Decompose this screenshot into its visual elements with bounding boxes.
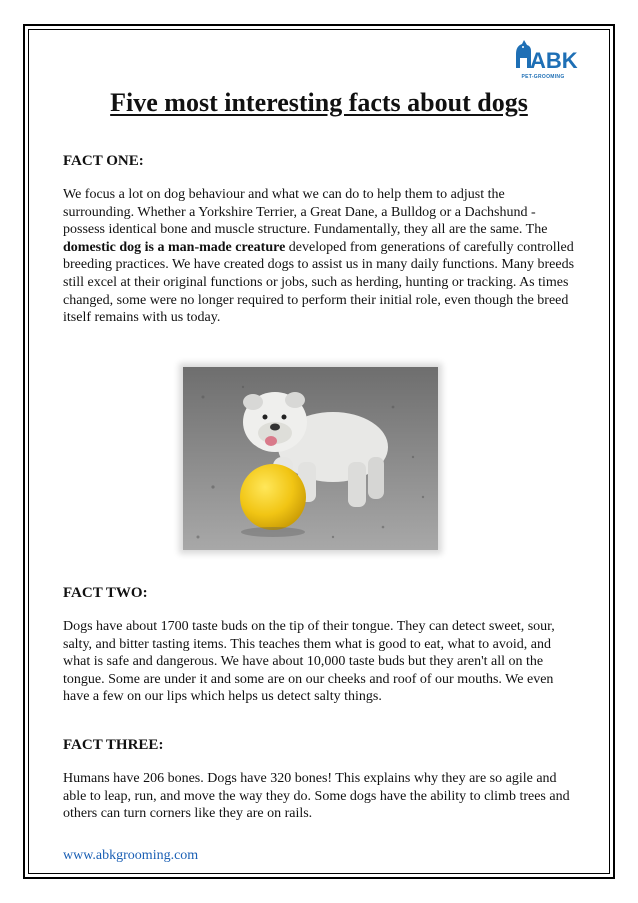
fact-three-body: Humans have 206 bones. Dogs have 320 bones! This explains why they are so agile and able to leap, run, and move the way they do. Some dogs have the ability to climb trees and others can turn corners like they are on rails. (63, 771, 570, 822)
fact-two-body: Dogs have about 1700 taste buds on the tip of their tongue. They can detect sweet, sour, salty, and bitter tasting items. This teaches them what is good to eat, what to avoid, and what is safe and dangerous. We have about 10,000 taste buds but they aren't all on the tongue. Some are under it and some are on our cheeks and roof of our mouths. We even have a few on our lips which helps us detect salty things. (63, 619, 555, 705)
fact-one-text-1: We focus a lot on dog behaviour and what we can do to help them to adjust the surrounding. Whether a Yorkshire Terrier, a Great Dane, a Bulldog or a Dachshund - possess identical bone and muscle structure. Fundamentally, they all are the same. The (63, 187, 548, 238)
dog-logo-icon (502, 38, 584, 78)
fact-one-body (63, 186, 575, 327)
footer-website-link[interactable]: www.abkgrooming.com (63, 848, 199, 863)
logo-wordmark: ABK (530, 48, 578, 73)
fact-one-text-2: developed from generations of carefully controlled breeding practices. We have created dogs to assist us in many daily functions. Many breeds still excel at their original functions or jobs, such as herding, hunting or tracking. As times changed, some were no longer required to perform their initial role, even though the breed itself remains with us today. (63, 239, 575, 326)
logo-subtext: PET-GROOMING (521, 74, 565, 80)
bulldog-ball-illustration (183, 367, 438, 550)
fact-one-heading: FACT ONE: (63, 153, 144, 169)
fact-two-heading: FACT TWO: (63, 585, 148, 601)
bulldog-photo (183, 367, 438, 550)
page-title: Five most interesting facts about dogs (110, 88, 528, 117)
fact-one-bold-text: domestic dog is a man-made creature (63, 239, 286, 255)
fact-three-heading: FACT THREE: (63, 737, 164, 753)
